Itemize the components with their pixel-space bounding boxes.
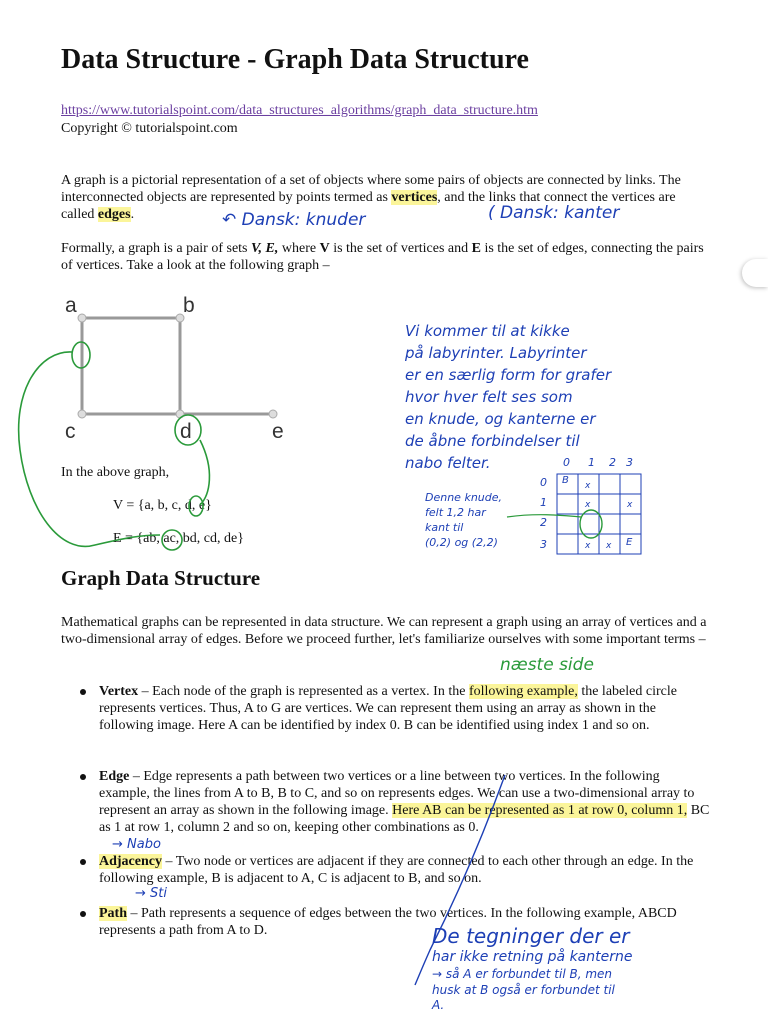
green-pen-strokes — [0, 280, 320, 580]
section-heading: Graph Data Structure — [61, 566, 261, 590]
grid-start-mark: B — [562, 475, 569, 486]
bullet-path: Path – Path represents a sequence of edges between the two vertices. In the following example, ABCD represents a path from A to D. — [80, 905, 712, 939]
intro-paragraph-2: Formally, a graph is a pair of sets V, E, where V is the set of vertices and E is the set of edges, connecting the pairs of vertices. Take a look at the following graph – — [61, 241, 704, 273]
bullet-edge: Edge – Edge represents a path between two vertices or a line between two vertices. In the following example, the lines from A to B, B to C, and so on represents edges. We can use a two-dimensional array to represent an array as shown in the following image. Here AB can be represented as 1 at row 0, column 1, BC as 1 at row 1, column 2 and so on, keeping other combinations as 0. — [80, 768, 712, 836]
edge-set: E = {ab, ac, bd, cd, de} — [113, 531, 244, 546]
annotation-labyrinth-note: Vi kommer til at kikke på labyrinter. Labyrinter er en særlig form for grafer hvor hver felt ses som en knude, og kanterne er de åbne forbindelser til nabo felter. — [405, 322, 612, 472]
side-panel-handle[interactable] — [742, 259, 768, 287]
svg-text:x: x — [585, 541, 591, 551]
vertex-label-e: e — [272, 420, 284, 443]
svg-text:x: x — [606, 541, 612, 551]
svg-text:x: x — [585, 481, 591, 491]
annotation-nabo: → Nabo — [112, 837, 161, 852]
annotation-sti: → Sti — [135, 886, 167, 901]
vertex-set: V = {a, b, c, d, e} — [113, 498, 212, 513]
source-link[interactable]: https://www.tutorialspoint.com/data_structures_algorithms/graph_data_structure.htm — [61, 103, 538, 118]
vertex-label-d: d — [180, 420, 192, 443]
vertex-label-a: a — [65, 294, 77, 317]
cell-note-pointer — [505, 505, 585, 525]
copyright-text: Copyright © tutorialspoint.com — [61, 121, 238, 136]
bullet-vertex: Vertex – Each node of the graph is represented as a vertex. In the following example, the labeled circle represents vertices. Thus, A to G are vertices. We can represent them using an array as shown in the following image. Here A can be identified by index 0. B can be identified using index 1 and so on. — [80, 683, 712, 734]
vertex-label-b: b — [183, 294, 195, 317]
intro-paragraph-1: A graph is a pictorial representation of a set of objects where some pairs of objects are connected by links. The interconnected objects are represented by points termed as vertices, and the links that connect the vertices are called edges. — [61, 173, 681, 222]
annotation-bottom-note: De tegninger der er har ikke retning på kanterne → så A er forbundet til B, men husk at B også er forbundet til A. — [432, 924, 633, 1012]
bullet-adjacency: Adjacency – Two node or vertices are adjacent if they are connected to each other through an edge. In the following example, B is adjacent to A, C is adjacent to B, and so on. — [80, 853, 712, 887]
highlight-vertices: vertices — [391, 190, 438, 205]
vertex-label-c: c — [65, 420, 76, 443]
highlight-edges: edges — [97, 207, 131, 222]
section-intro: Mathematical graphs can be represented in data structure. We can represent a graph using an array of vertices and a two-dimensional array of edges. Before we proceed further, let's familiarize ourselves with some important terms – — [61, 615, 707, 647]
annotation-naeste-side: næste side — [500, 655, 594, 675]
annotation-dansk-knuder: ↶ Dansk: knuder — [222, 210, 366, 230]
grid-end-mark: E — [626, 537, 633, 548]
annotation-cell-note: Denne knude, felt 1,2 har kant til (0,2) og (2,2) — [425, 491, 503, 549]
svg-text:x: x — [627, 500, 633, 510]
page-title: Data Structure - Graph Data Structure — [61, 44, 529, 75]
annotation-dansk-kanter: ( Dansk: kanter — [488, 203, 620, 223]
svg-text:x: x — [585, 500, 591, 510]
graph-caption: In the above graph, — [61, 465, 170, 480]
